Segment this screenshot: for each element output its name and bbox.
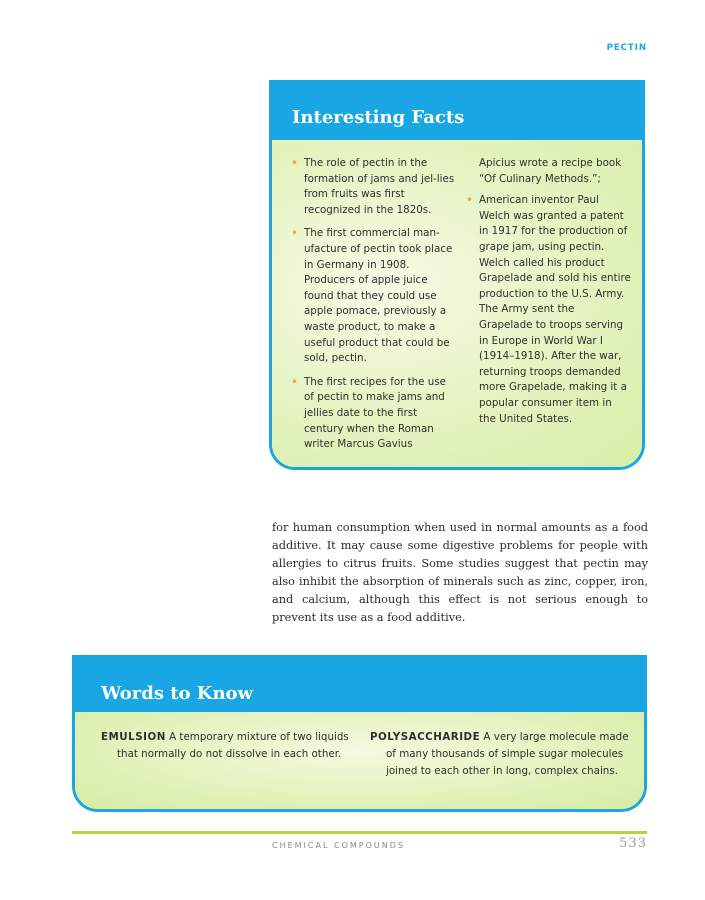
glossary-entry: [370, 729, 632, 780]
fact-item: [465, 193, 631, 427]
words-to-know-box: [72, 655, 647, 812]
bullet-icon: •: [466, 193, 474, 208]
fact-item: [290, 375, 458, 453]
fact-continuation: Apicius wrote a recipe book “Of Culinary Methods.”;: [479, 157, 622, 185]
interesting-facts-box: [269, 80, 645, 470]
bullet-icon: •: [291, 226, 299, 241]
fact-text: The first recipes for the use of pectin to make jams and jellies date to the first century when the Roman writer Marcus Gavius: [304, 375, 447, 451]
interesting-facts-header: [272, 83, 642, 140]
glossary-definition: A temporary mixture of two liquids that normally do not dissolve in each other.: [117, 731, 349, 760]
bullet-icon: •: [291, 374, 299, 389]
fact-text: The role of pectin in the formation of jams and jel-lies from fruits was first recognized in the 1820s.: [304, 157, 455, 216]
glossary-term: POLYSACCHARIDE: [370, 731, 481, 743]
facts-left-column: [290, 156, 458, 461]
running-head: PECTIN: [606, 43, 647, 53]
glossary-definition: A very large molecule made of many thousands of simple sugar molecules joined to each other in long, complex chains.: [386, 731, 629, 777]
words-to-know-header: [75, 658, 644, 712]
words-to-know-title: Words to Know: [101, 683, 254, 704]
glossary-entry: [101, 729, 351, 763]
facts-right-column: [465, 156, 631, 435]
page-number: 533: [619, 836, 647, 851]
footer-book-title: CHEMICAL COMPOUNDS: [272, 841, 405, 850]
fact-item: [290, 226, 458, 366]
interesting-facts-body: [272, 140, 642, 467]
fact-text: The first commercial man-ufacture of pectin took place in Germany in 1908. Producers of apple juice found that they could use apple pomace, previously a waste product, to make a useful product that could be sold, pectin.: [304, 227, 453, 365]
body-paragraph: for human consumption when used in normal amounts as a food additive. It may cause some digestive problems for people with allergies to citrus fruits. Some studies suggest that pectin may also inhibit the absorption of minerals such as zinc, copper, iron, and calcium, although this effect is not serious enough to prevent its use as a food additive.: [272, 521, 648, 625]
fact-item: [290, 156, 458, 218]
bullet-icon: •: [291, 156, 299, 170]
interesting-facts-title: Interesting Facts: [292, 107, 465, 128]
footer-rule: [72, 831, 647, 834]
words-to-know-body: [75, 712, 644, 809]
glossary-term: EMULSION: [101, 731, 166, 743]
fact-text: American inventor Paul Welch was granted a patent in 1917 for the production of grape jam, using pectin. Welch called his product Grapelade and sold his entire production to the U.S. Army. The Army sent the Grapelade to troops serving in Europe in World War I (1914–1918). After the war, returning troops demanded more Grapelade, making it a popular consumer item in the United States.: [479, 194, 631, 425]
